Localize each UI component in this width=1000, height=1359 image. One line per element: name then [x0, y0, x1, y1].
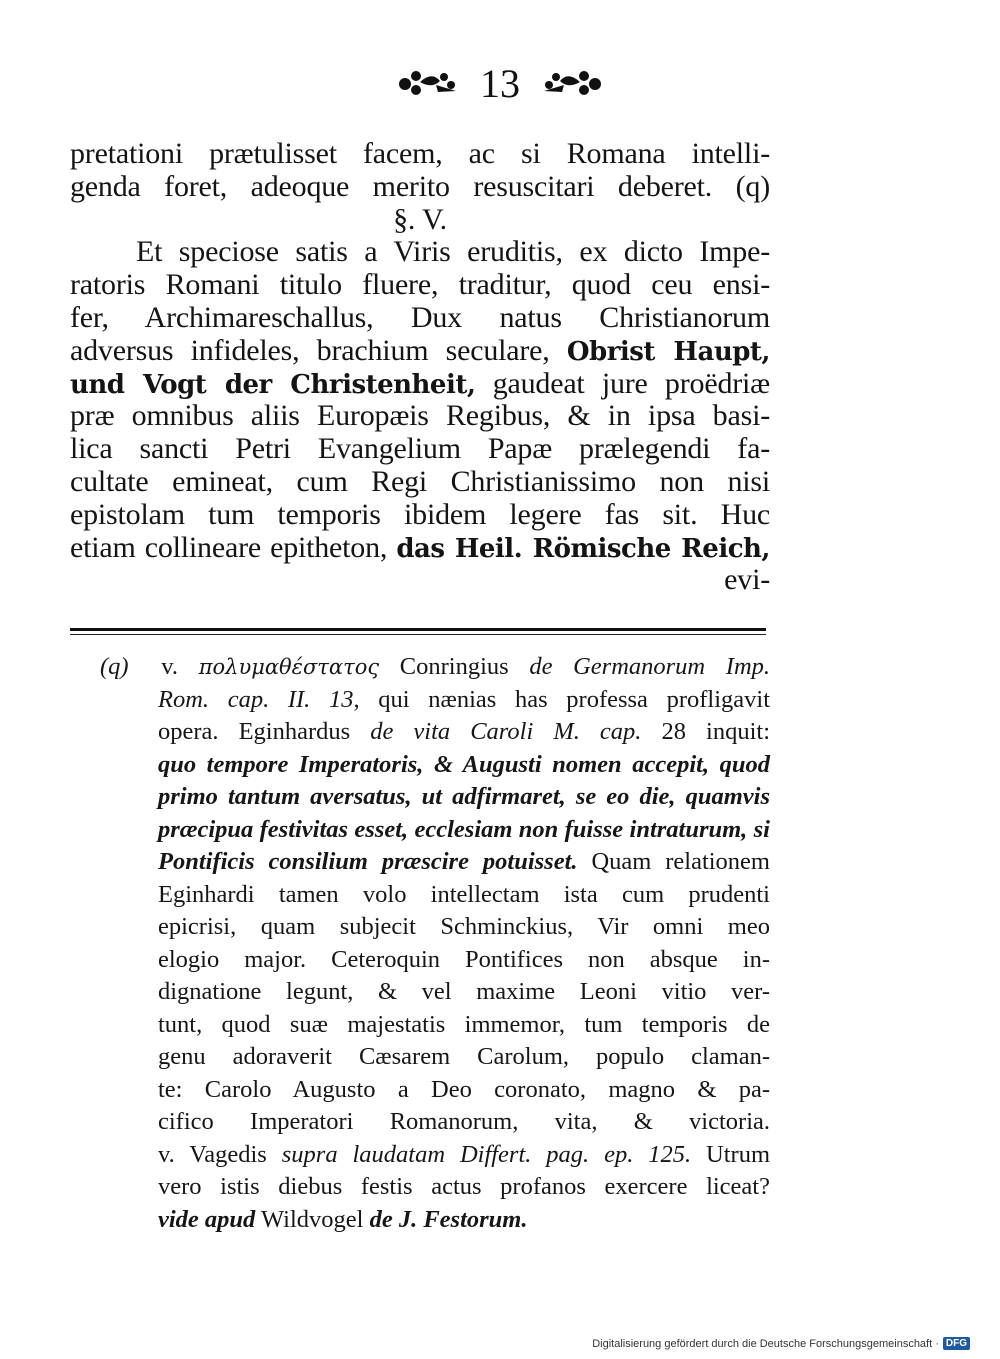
text-span: v. Vagedis — [158, 1140, 267, 1168]
page-number: 13 — [480, 61, 520, 106]
text-span: opera. Eginhardus — [158, 718, 351, 745]
text-span: 28 inquit: — [661, 718, 771, 745]
text-span: Rom. cap. II. 13, — [158, 685, 360, 713]
footnote-line: vero istis diebus festis actus profanos exercere liceat? — [158, 1173, 770, 1200]
text-span: etiam collineare epitheton, — [70, 530, 388, 564]
footnote-line — [100, 846, 770, 879]
footnote-line: genu adoraverit Cæsarem Carolum, populo claman- — [158, 1043, 770, 1070]
text-line: ratoris Romani titulo fluere, traditur, quod ceu ensi- — [70, 268, 770, 302]
text-line: præ omnibus aliis Europæis Regibus, & in ipsa basi- — [70, 399, 770, 433]
text-span: adversus infideles, brachium seculare, — [70, 333, 550, 367]
footnote-line: quo tempore Imperatoris, & Augusti nomen accepit, quod — [158, 750, 770, 778]
page-header — [0, 60, 1000, 107]
text-line — [70, 368, 770, 401]
text-span: v. — [161, 653, 179, 680]
text-span: de vita Caroli M. cap. — [370, 718, 642, 745]
footnote-line — [100, 1139, 770, 1172]
footnote-line — [100, 716, 770, 749]
blackletter-phrase: Obrist Haupt, — [566, 336, 770, 367]
footnote-line: dignatione legunt, & vel maxime Leoni vitio ver- — [158, 978, 770, 1005]
credit-text: Digitalisierung gefördert durch die Deutsche Forschungsgemeinschaft · — [592, 1337, 939, 1350]
footnote-line: cifico Imperatori Romanorum, vita, & victoria. — [158, 1108, 770, 1135]
text-span: Pontificis consilium præscire potuisset. — [158, 848, 578, 875]
footnote-label: (q) — [100, 653, 129, 680]
text-span: Wildvogel — [261, 1205, 364, 1233]
text-span: de J. Festorum. — [369, 1205, 528, 1233]
text-span: gaudeat jure proëdriæ — [492, 366, 770, 400]
text-line: fer, Archimareschallus, Dux natus Christianorum — [70, 300, 770, 334]
blackletter-phrase: und Vogt der Christenheit, — [70, 369, 476, 400]
text-line: lica sancti Petri Evangelium Papæ prælegendi fa- — [70, 432, 770, 466]
footnote-rule — [70, 628, 766, 631]
text-line — [70, 532, 770, 565]
catchword: evi- — [724, 563, 770, 597]
dfg-logo: DFG — [943, 1337, 970, 1350]
right-ornament-icon — [542, 67, 604, 101]
text-line: epistolam tum temporis ibidem legere fas sit. Huc — [70, 497, 770, 531]
greek-word: πολυμαθέστατος — [198, 655, 380, 679]
text-span: Conringius — [399, 653, 509, 680]
footnote-line — [100, 684, 770, 717]
digitization-credit — [592, 1337, 970, 1350]
footnote — [100, 651, 770, 1236]
text-span: vide apud — [158, 1205, 256, 1233]
text-line: Et speciose satis a Viris eruditis, ex dicto Impe- — [136, 235, 770, 269]
footnote-line: tunt, quod suæ majestatis immemor, tum temporis de — [158, 1010, 770, 1038]
footnote-line: primo tantum aversatus, ut adfirmaret, se eo die, quamvis — [158, 783, 770, 810]
footnote-line — [100, 1204, 770, 1237]
main-text — [70, 138, 770, 597]
text-span: Quam relationem — [591, 848, 770, 875]
left-ornament-icon — [396, 67, 458, 101]
footnote-line — [100, 651, 770, 684]
text-span: de Germanorum Imp. — [529, 653, 771, 680]
footnote-line: præcipua festivitas esset, ecclesiam non fuisse intraturum, si — [158, 815, 770, 843]
footnote-rule-thin — [70, 634, 766, 635]
text-span: Utrum — [706, 1140, 771, 1168]
footnote-line: epicrisi, quam subjecit Schminckius, Vir omni meo — [158, 913, 770, 940]
section-heading: §. V. — [393, 202, 447, 236]
text-line: cultate emineat, cum Regi Christianissimo non nisi — [70, 464, 770, 498]
text-line: pretationi prætulisset facem, ac si Romana intelli- — [70, 137, 770, 170]
footnote-line: te: Carolo Augusto a Deo coronato, magno & pa- — [158, 1075, 770, 1103]
text-span: supra laudatam Differt. pag. ep. 125. — [281, 1140, 692, 1168]
text-line: genda foret, adeoque merito resuscitari deberet. (q) — [70, 169, 770, 203]
footnote-line: Eginhardi tamen volo intellectam ista cum prudenti — [158, 880, 770, 908]
text-line — [70, 335, 770, 368]
footnote-line: elogio major. Ceteroquin Pontifices non absque in- — [158, 945, 770, 973]
text-span: qui nænias has professa profligavit — [378, 685, 770, 713]
blackletter-phrase: das Heil. Römische Reich, — [396, 533, 770, 564]
